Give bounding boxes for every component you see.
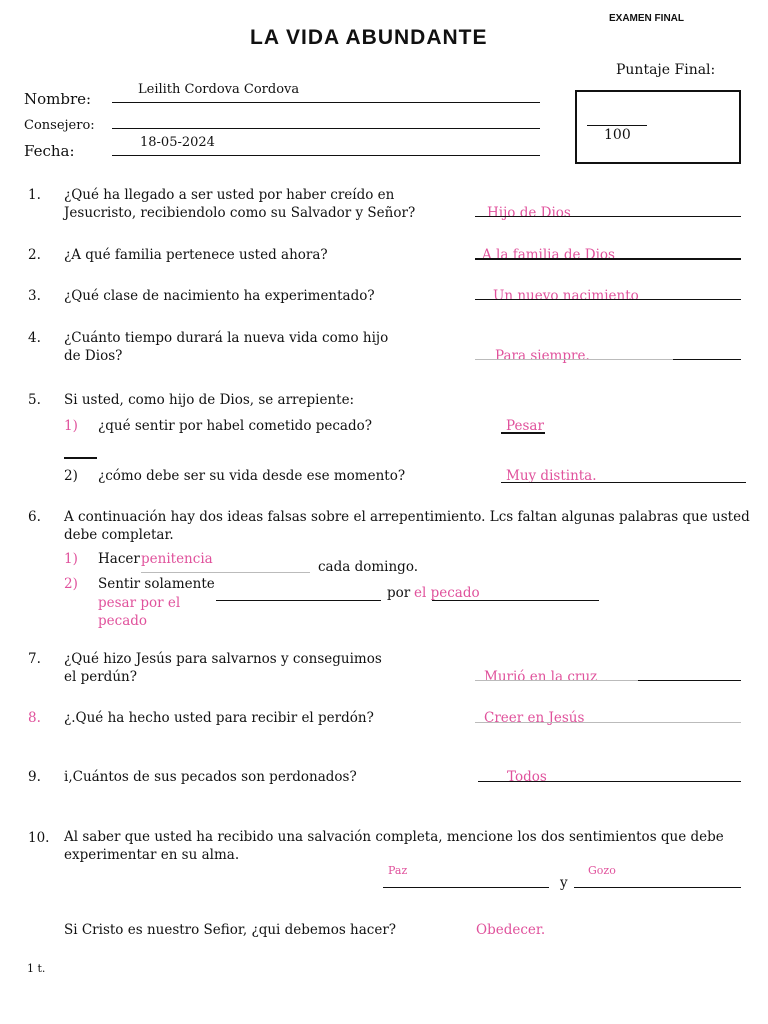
question-text: Sentir solamente: [98, 576, 215, 592]
subquestion-number: 1): [64, 418, 78, 434]
answer-field[interactable]: pecado: [98, 613, 148, 629]
answer-field[interactable]: penitencia: [141, 551, 213, 567]
question-number: 3.: [28, 288, 41, 304]
question-text: el perdún?: [64, 669, 137, 685]
date-line: [112, 155, 540, 156]
question-text: ¿Qué hizo Jesús para salvarnos y conseguimos: [64, 651, 382, 667]
question-text: experimentar en su alma.: [64, 847, 240, 863]
question-number: 10.: [28, 830, 50, 846]
score-box: [575, 90, 741, 164]
question-text: debe completar.: [64, 527, 174, 543]
question-text: ¿Cuánto tiempo durará la nueva vida como hijo: [64, 330, 389, 346]
answer-field[interactable]: Paz: [388, 864, 408, 877]
name-field[interactable]: Leilith Cordova Cordova: [138, 82, 300, 97]
answer-field[interactable]: Hijo de Dios: [487, 205, 571, 221]
answer-field[interactable]: Un nuevo nacimiento: [493, 288, 639, 304]
answer-field[interactable]: A la familia de Dios: [482, 247, 615, 263]
answer-line: [501, 432, 545, 434]
question-text: A continuación hay dos ideas falsas sobre el arrepentimiento. Lcs faltan algunas palabras que usted: [64, 509, 750, 525]
question-number: 1.: [28, 187, 41, 203]
question-text: i,Cuántos de sus pecados son perdonados?: [64, 769, 357, 785]
score-value: 100: [604, 127, 631, 143]
answer-line: [638, 680, 741, 681]
answer-line: [383, 887, 549, 888]
answer-field[interactable]: Murió en la cruz: [484, 669, 598, 685]
question-number: 7.: [28, 651, 41, 667]
question-text: de Dios?: [64, 348, 123, 364]
answer-line: [475, 359, 673, 360]
answer-line: [475, 680, 638, 681]
answer-line: [432, 600, 599, 601]
question-number: 6.: [28, 509, 41, 525]
answer-field[interactable]: Creer en Jesús: [484, 710, 585, 726]
date-label: Fecha:: [24, 142, 75, 160]
answer-line: [673, 359, 741, 360]
answer-field[interactable]: el pecado: [414, 585, 480, 601]
question-number: 9.: [28, 769, 41, 785]
question-text: Al saber que usted ha recibido una salvación completa, mencione los dos sentimientos que debe: [64, 829, 724, 845]
counselor-label: Consejero:: [24, 118, 95, 133]
name-label: Nombre:: [24, 90, 92, 108]
score-line: [587, 125, 647, 126]
answer-field[interactable]: pesar por el: [98, 595, 181, 611]
counselor-line: [112, 128, 540, 129]
question-text: ¿Qué clase de nacimiento ha experimentado?: [64, 288, 375, 304]
exam-label: EXAMEN FINAL: [609, 13, 684, 24]
date-field[interactable]: 18-05-2024: [140, 135, 215, 150]
question-number: 4.: [28, 330, 41, 346]
answer-line: [501, 482, 746, 483]
question-text: por: [387, 585, 411, 601]
question-text: ¿.Qué ha hecho usted para recibir el perdón?: [64, 710, 374, 726]
answer-line: [574, 887, 741, 888]
answer-field[interactable]: Obedecer.: [476, 922, 546, 938]
answer-line: [475, 258, 741, 260]
answer-line: [475, 216, 741, 217]
answer-field[interactable]: Para siempre.: [495, 348, 590, 364]
question-number: 2.: [28, 247, 41, 263]
answer-field[interactable]: Gozo: [588, 864, 616, 877]
question-text: Si usted, como hijo de Dios, se arrepiente:: [64, 392, 355, 408]
answer-field[interactable]: Muy distinta.: [506, 468, 597, 484]
page-title: LA VIDA ABUNDANTE: [250, 26, 488, 49]
conjunction: y: [560, 875, 568, 891]
question-text: ¿Qué ha llegado a ser usted por haber creído en: [64, 187, 395, 203]
answer-line: [141, 572, 310, 573]
question-number: 5.: [28, 392, 41, 408]
subquestion-number: 2): [64, 576, 78, 592]
question-text: ¿A qué familia pertenece usted ahora?: [64, 247, 328, 263]
question-text: ¿qué sentir por habel cometido pecado?: [98, 418, 372, 434]
answer-line: [478, 781, 741, 782]
question-text: Jesucristo, recibiendolo como su Salvador y Señor?: [64, 205, 416, 221]
answer-line: [475, 722, 741, 723]
subquestion-number: 2): [64, 468, 78, 484]
question-text: Si Cristo es nuestro Sefior, ¿qui debemos hacer?: [64, 922, 397, 938]
question-text: Hacer: [98, 551, 140, 567]
answer-field[interactable]: Pesar: [506, 418, 544, 434]
question-number: 8.: [28, 710, 41, 726]
question-text: ¿cómo debe ser su vida desde ese momento?: [98, 468, 406, 484]
name-line: [112, 102, 540, 103]
answer-line: [216, 600, 381, 601]
answer-line: [475, 299, 741, 300]
answer-field[interactable]: Todos: [507, 769, 547, 785]
blank-line: [64, 457, 97, 459]
score-label: Puntaje Final:: [616, 62, 716, 78]
footer-note: 1 t.: [27, 962, 46, 975]
question-text: cada domingo.: [318, 559, 418, 575]
subquestion-number: 1): [64, 551, 78, 567]
